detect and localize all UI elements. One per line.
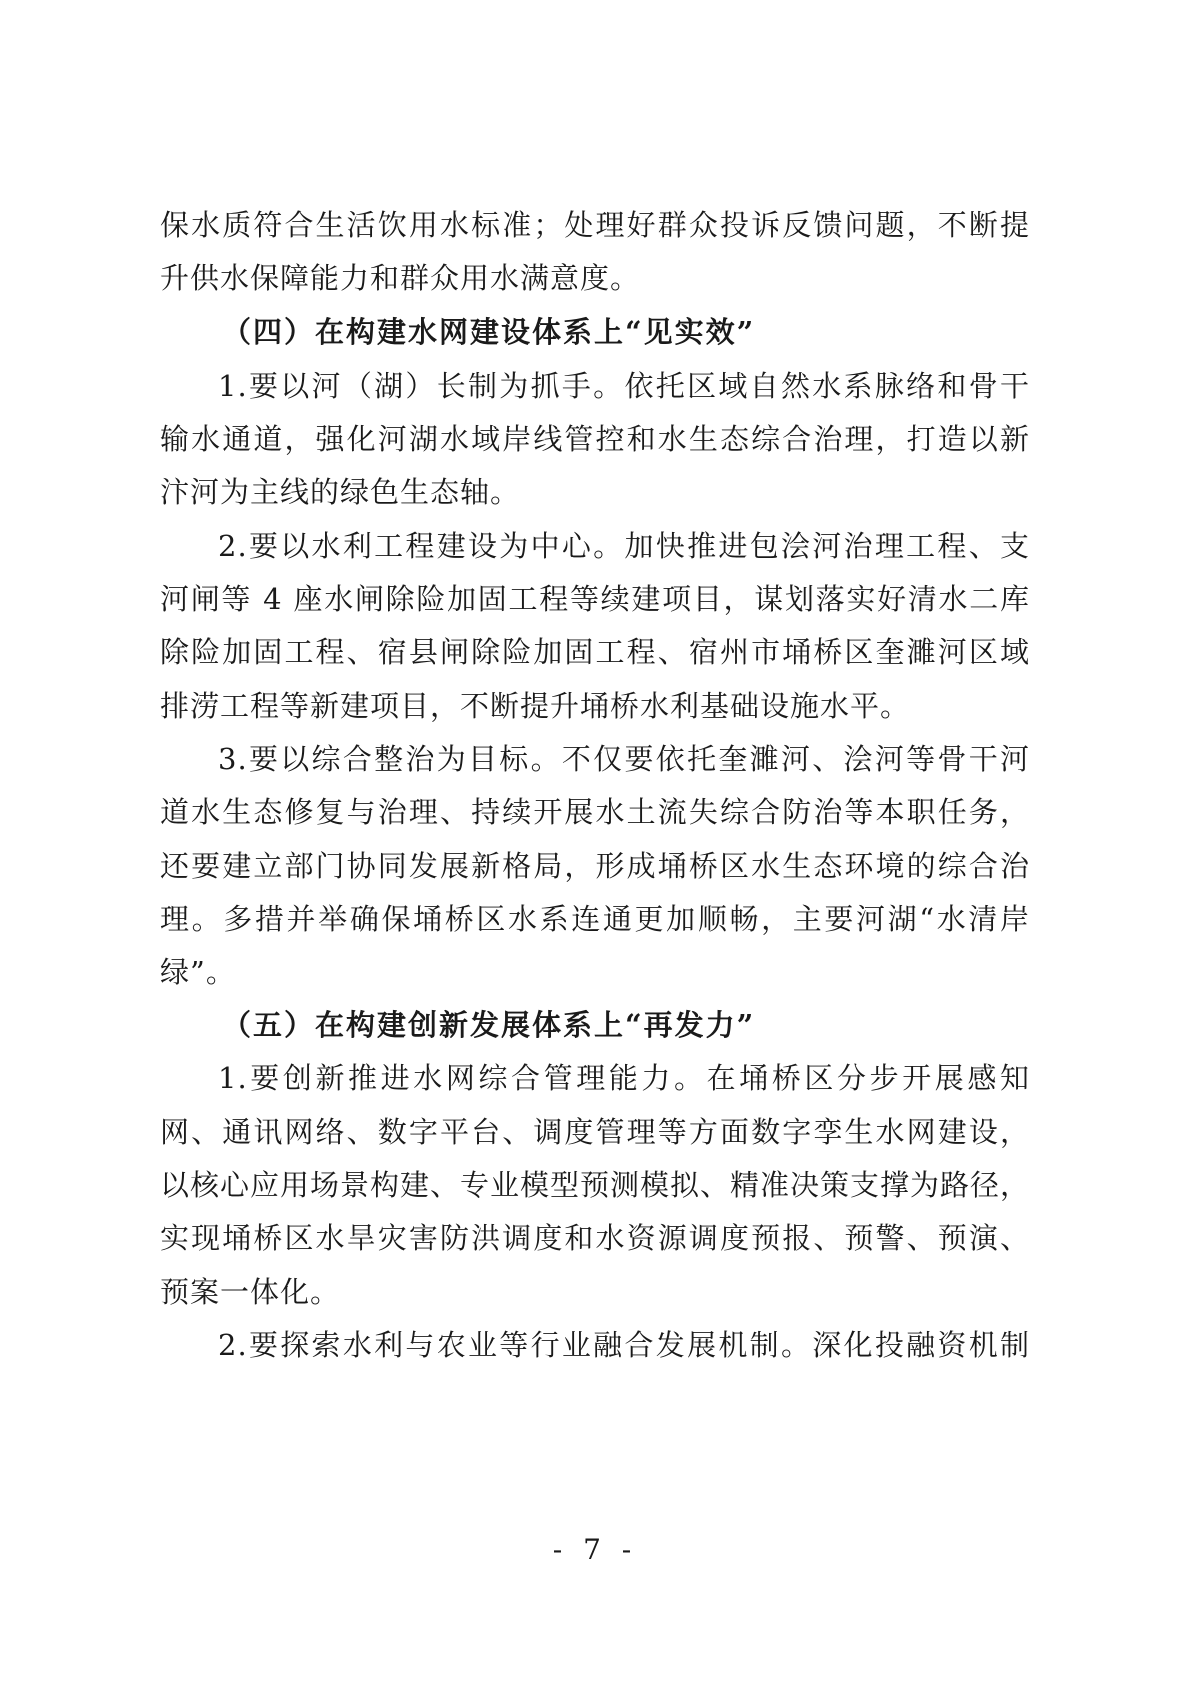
paragraph-line: 2.要以水利工程建设为中心。加快推进包浍河治理工程、支 (218, 529, 1030, 563)
paragraph-line: 绿”。 (160, 955, 236, 989)
paragraph-line: 升供水保障能力和群众用水满意度。 (160, 261, 641, 295)
paragraph-line: 除险加固工程、宿县闸除险加固工程、宿州市埇桥区奎濉河区域 (160, 635, 1030, 669)
paragraph-line: 河闸等 4 座水闸除险加固工程等续建项目，谋划落实好清水二库 (160, 582, 1030, 616)
section-heading-5: （五）在构建创新发展体系上“再发力” (222, 1008, 756, 1042)
paragraph-line: 以核心应用场景构建、专业模型预测模拟、精准决策支撑为路径， (160, 1168, 1030, 1202)
paragraph-line: 汴河为主线的绿色生态轴。 (160, 475, 521, 509)
paragraph-line: 网、通讯网络、数字平台、调度管理等方面数字孪生水网建设， (160, 1115, 1030, 1149)
page-number: - 7 - (552, 1533, 638, 1566)
paragraph-line: 预案一体化。 (160, 1275, 341, 1309)
paragraph-line: 实现埇桥区水旱灾害防洪调度和水资源调度预报、预警、预演、 (160, 1221, 1030, 1255)
paragraph-line: 3.要以综合整治为目标。不仅要依托奎濉河、浍河等骨干河 (218, 742, 1030, 776)
paragraph-line: 道水生态修复与治理、持续开展水土流失综合防治等本职任务， (160, 795, 1030, 829)
paragraph-line: 1.要以河（湖）长制为抓手。依托区域自然水系脉络和骨干 (218, 369, 1030, 403)
paragraph-line: 排涝工程等新建项目，不断提升埇桥水利基础设施水平。 (160, 689, 911, 723)
paragraph-line: 保水质符合生活饮用水标准；处理好群众投诉反馈问题，不断提 (160, 208, 1030, 242)
paragraph-line: 理。多措并举确保埇桥区水系连通更加顺畅，主要河湖“水清岸 (160, 902, 1030, 936)
paragraph-line: 输水通道，强化河湖水域岸线管控和水生态综合治理，打造以新 (160, 422, 1030, 456)
paragraph-line: 2.要探索水利与农业等行业融合发展机制。深化投融资机制 (218, 1328, 1030, 1362)
paragraph-line: 1.要创新推进水网综合管理能力。在埇桥区分步开展感知 (218, 1061, 1030, 1095)
paragraph-line: 还要建立部门协同发展新格局，形成埇桥区水生态环境的综合治 (160, 849, 1030, 883)
section-heading-4: （四）在构建水网建设体系上“见实效” (222, 315, 756, 349)
